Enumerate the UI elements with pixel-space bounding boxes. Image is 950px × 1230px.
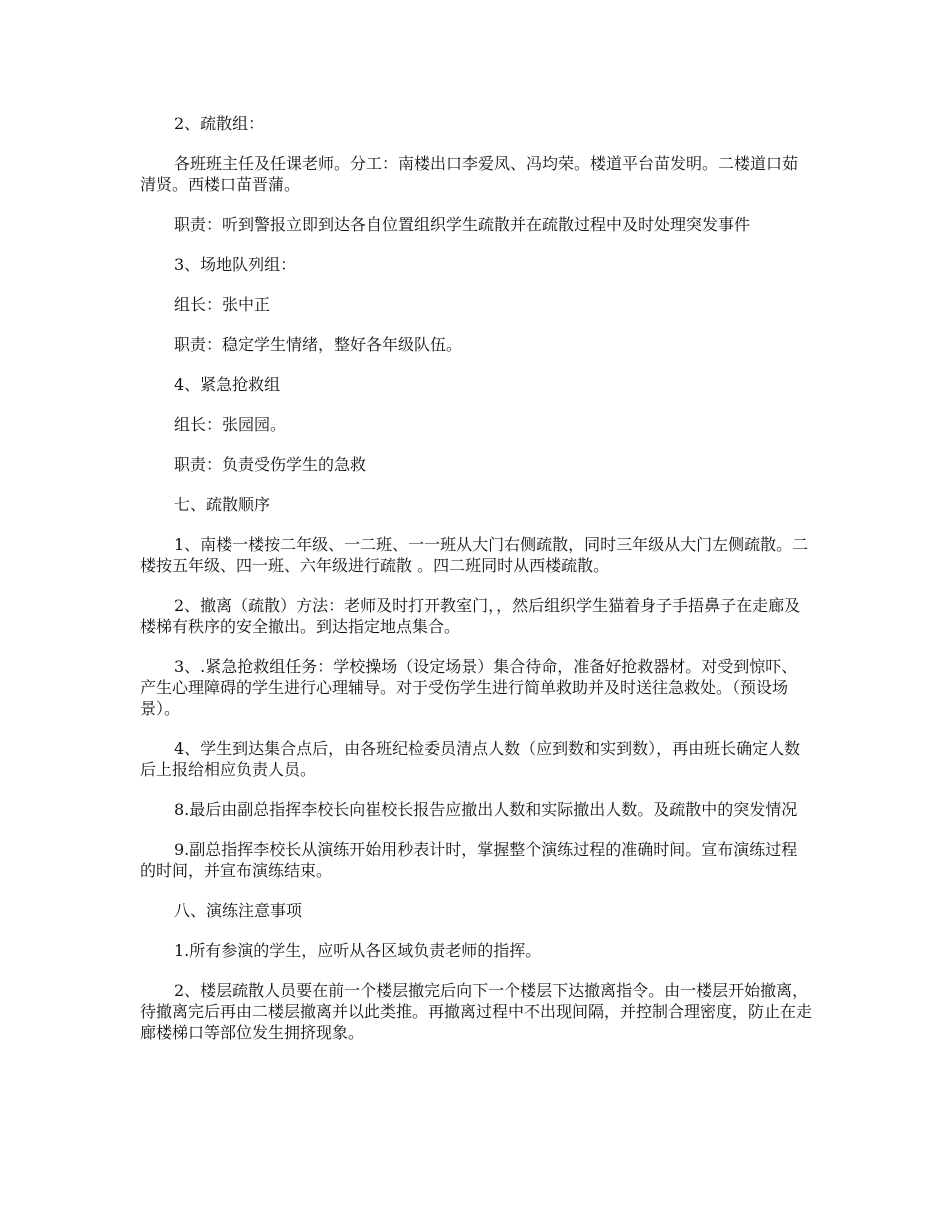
section-heading-drill-notes: 八、演练注意事项 [174, 901, 303, 920]
paragraph-order-2: 2、撤离（疏散）方法：老师及时打开教室门，，然后组织学生猫着身子手捂鼻子在走廊及楼梯有秩序的安全撤出。到达指定地点集合。 [140, 596, 801, 636]
paragraph-evacuation-staff: 各班班主任及任课老师。分工：南楼出口李爱凤、冯均荣。楼道平台苗发明。二楼道口茹清贤。西楼口苗晋蒲。 [140, 154, 799, 194]
paragraph-rescue-duty: 职责：负责受伤学生的急救 [174, 455, 367, 474]
document-body [140, 113, 812, 1062]
paragraph-order-1: 1、南楼一楼按二年级、一二班、一一班从大门右侧疏散，同时三年级从大门左侧疏散。二楼按五年级、四一班、六年级进行疏散 。四二班同时从西楼疏散。 [140, 535, 809, 575]
paragraph-notes-1: 1.所有参演的学生，应听从各区域负责老师的指挥。 [174, 941, 542, 960]
section-heading-evacuation-group: 2、疏散组： [174, 114, 265, 133]
paragraph-queue-duty: 职责：稳定学生情绪，整好各年级队伍。 [174, 335, 463, 354]
section-heading-rescue-group: 4、紧急抢救组 [174, 375, 281, 394]
paragraph-order-9: 9.副总指挥李校长从演练开始用秒表计时，掌握整个演练过程的准确时间。宣布演练过程的时间，并宣布演练结束。 [140, 840, 798, 880]
paragraph-evacuation-duty: 职责：听到警报立即到达各自位置组织学生疏散并在疏散过程中及时处理突发事件 [174, 215, 751, 234]
section-heading-evacuation-order: 七、疏散顺序 [174, 495, 271, 514]
paragraph-order-8: 8.最后由副总指挥李校长向崔校长报告应撤出人数和实际撤出人数。及疏散中的突发情况 [174, 800, 798, 819]
paragraph-notes-2: 2、楼层疏散人员要在前一个楼层撤完后向下一个楼层下达撤离指令。由一楼层开始撤离，待撤离完后再由二楼层撤离并以此类推。再撤离过程中不出现间隔，并控制合理密度，防止在走廊楼梯口等部位发生拥挤现象。 [140, 981, 813, 1042]
paragraph-order-4: 4、学生到达集合点后，由各班纪检委员清点人数（应到数和实到数），再由班长确定人数后上报给相应负责人员。 [140, 739, 801, 779]
paragraph-order-3: 3、.紧急抢救组任务：学校操场（设定场景）集合待命，准备好抢救器材。对受到惊吓、产生心理障碍的学生进行心理辅导。对于受伤学生进行简单救助并及时送往急救处。（预设场景）。 [140, 657, 798, 718]
paragraph-queue-leader: 组长：张中正 [174, 295, 271, 314]
paragraph-rescue-leader: 组长：张园园。 [174, 415, 287, 434]
section-heading-queue-group: 3、场地队列组： [174, 255, 297, 274]
